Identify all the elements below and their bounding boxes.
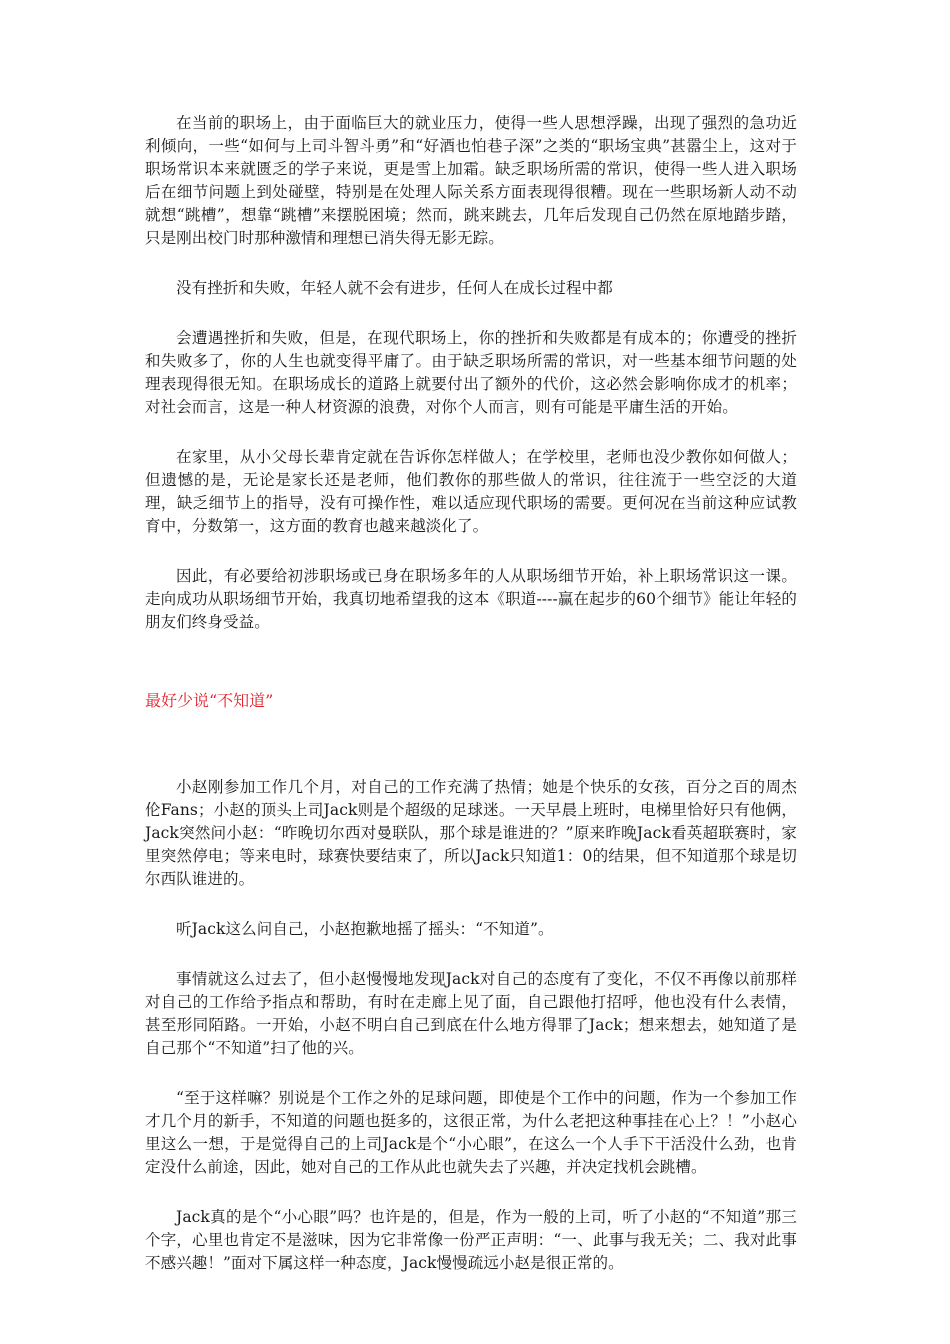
section-title: 最好少说“不知道” (145, 691, 274, 710)
intro-paragraph-1: 在当前的职场上，由于面临巨大的就业压力，使得一些人思想浮躁，出现了强烈的急功近利倾向，一些“如何与上司斗智斗勇”和“好酒也怕巷子深”之类的“职场宝典”甚嚣尘上，这对于职场常识本来就匮乏的学子来说，更是雪上加霜。缺乏职场所需的常识，使得一些人进入职场后在细节问题上到处碰壁，特别是在处理人际关系方面表现得很糟。现在一些职场新人动不动就想“跳槽”，想靠“跳槽”来摆脱困境；然而，跳来跳去，几年后发现自己仍然在原地踏步踏，只是刚出校门时那种激情和理想已消失得无影无踪。 (145, 114, 797, 247)
document-page (145, 112, 797, 1275)
intro-paragraph-5: 因此，有必要给初涉职场或已身在职场多年的人从职场细节开始，补上职场常识这一课。走向成功从职场细节开始，我真切地希望我的这本《职道----赢在起步的60个细节》能让年轻的朋友们终身受益。 (145, 567, 797, 631)
story-paragraph-2: 听Jack这么问自己，小赵抱歉地摇了摇头：“不知道”。 (176, 920, 554, 938)
story-paragraph-5: Jack真的是个“小心眼”吗？也许是的，但是，作为一般的上司，听了小赵的“不知道”那三个字，心里也肯定不是滋味，因为它非常像一份严正声明：“一、此事与我无关；二、我对此事不感兴趣！”面对下属这样一种态度，Jack慢慢疏远小赵是很正常的。 (145, 1208, 797, 1272)
story-paragraph-3: 事情就这么过去了，但小赵慢慢地发现Jack对自己的态度有了变化，不仅不再像以前那样对自己的工作给予指点和帮助，有时在走廊上见了面，自己跟他打招呼，他也没有什么表情，甚至形同陌路。一开始，小赵不明白自己到底在什么地方得罪了Jack；想来想去，她知道了是自己那个“不知道”扫了他的兴。 (145, 970, 797, 1057)
intro-paragraph-3: 会遭遇挫折和失败，但是，在现代职场上，你的挫折和失败都是有成本的；你遭受的挫折和失败多了，你的人生也就变得平庸了。由于缺乏职场所需的常识，对一些基本细节问题的处理表现得很无知。在职场成长的道路上就要付出了额外的代价，这必然会影响你成才的机率；对社会而言，这是一种人材资源的浪费，对你个人而言，则有可能是平庸生活的开始。 (145, 329, 797, 416)
story-paragraph-4: “至于这样嘛？别说是个工作之外的足球问题，即使是个工作中的问题，作为一个参加工作才几个月的新手，不知道的问题也挺多的，这很正常，为什么老把这种事挂在心上？！”小赵心里这么一想，于是觉得自己的上司Jack是个“小心眼”，在这么一个人手下干活没什么劲，也肯定没什么前途，因此，她对自己的工作从此也就失去了兴趣，并决定找机会跳槽。 (145, 1089, 797, 1176)
intro-paragraph-2: 没有挫折和失败，年轻人就不会有进步，任何人在成长过程中都 (176, 279, 613, 297)
intro-paragraph-4: 在家里，从小父母长辈肯定就在告诉你怎样做人；在学校里，老师也没少教你如何做人；但遗憾的是，无论是家长还是老师，他们教你的那些做人的常识，往往流于一些空泛的大道理，缺乏细节上的指导，没有可操作性，难以适应现代职场的需要。更何况在当前这种应试教育中，分数第一，这方面的教育也越来越淡化了。 (145, 448, 797, 535)
story-paragraph-1: 小赵刚参加工作几个月，对自己的工作充满了热情；她是个快乐的女孩，百分之百的周杰伦Fans；小赵的顶头上司Jack则是个超级的足球迷。一天早晨上班时，电梯里恰好只有他俩，Jack突然问小赵：“昨晚切尔西对曼联队，那个球是谁进的？”原来昨晚Jack看英超联赛时，家里突然停电；等来电时，球赛快要结束了，所以Jack只知道1：0的结果，但不知道那个球是切尔西队谁进的。 (145, 778, 797, 888)
